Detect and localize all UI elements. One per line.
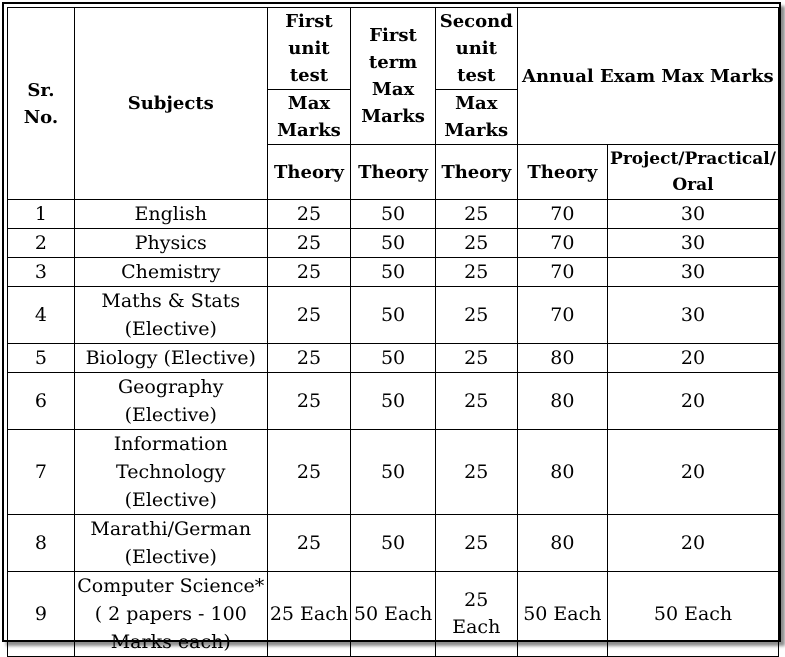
table-frame	[2, 2, 781, 653]
cell-annual-theory: 70	[517, 287, 607, 344]
cell-sr: 8	[8, 515, 75, 572]
cell-annual-project: 30	[608, 258, 779, 287]
cell-unit1: 25	[267, 373, 351, 430]
cell-term1: 50	[351, 200, 436, 229]
table-row	[8, 515, 779, 572]
header-project-practical-oral: Project/Practical/ Oral	[608, 145, 779, 200]
cell-annual-theory: 70	[517, 258, 607, 287]
cell-unit2: 25	[435, 373, 517, 430]
cell-subject: Geography (Elective)	[74, 373, 267, 430]
table-row	[8, 430, 779, 515]
cell-sr: 9	[8, 572, 75, 657]
cell-subject: Maths & Stats (Elective)	[74, 287, 267, 344]
cell-unit1: 25	[267, 200, 351, 229]
header-second-unit-test: Second unit test	[435, 8, 517, 90]
cell-term1: 50	[351, 229, 436, 258]
cell-annual-theory: 80	[517, 430, 607, 515]
cell-annual-project: 20	[608, 430, 779, 515]
table-row	[8, 200, 779, 229]
cell-annual-project: 50 Each	[608, 572, 779, 657]
cell-unit2: 25	[435, 200, 517, 229]
cell-unit2: 25	[435, 344, 517, 373]
header-theory-annual: Theory	[517, 145, 607, 200]
cell-unit1: 25	[267, 287, 351, 344]
cell-unit1: 25	[267, 229, 351, 258]
cell-sr: 3	[8, 258, 75, 287]
cell-annual-project: 30	[608, 229, 779, 258]
cell-term1: 50	[351, 430, 436, 515]
cell-unit1: 25	[267, 344, 351, 373]
header-theory-term1: Theory	[351, 145, 436, 200]
cell-unit2: 25	[435, 258, 517, 287]
cell-unit2: 25 Each	[435, 572, 517, 657]
cell-sr: 4	[8, 287, 75, 344]
cell-unit1: 25	[267, 258, 351, 287]
table-row	[8, 229, 779, 258]
cell-term1: 50	[351, 515, 436, 572]
cell-term1: 50	[351, 344, 436, 373]
cell-annual-theory: 50 Each	[517, 572, 607, 657]
table-row	[8, 344, 779, 373]
cell-subject: Marathi/German (Elective)	[74, 515, 267, 572]
cell-sr: 6	[8, 373, 75, 430]
cell-annual-project: 20	[608, 373, 779, 430]
cell-subject: Information Technology (Elective)	[74, 430, 267, 515]
cell-unit1: 25	[267, 430, 351, 515]
header-theory-unit1: Theory	[267, 145, 351, 200]
marks-table	[7, 7, 779, 657]
cell-annual-theory: 80	[517, 515, 607, 572]
cell-annual-theory: 80	[517, 373, 607, 430]
table-row	[8, 287, 779, 344]
cell-subject: English	[74, 200, 267, 229]
cell-subject: Physics	[74, 229, 267, 258]
cell-unit2: 25	[435, 430, 517, 515]
cell-term1: 50	[351, 258, 436, 287]
cell-term1: 50	[351, 287, 436, 344]
header-subjects: Subjects	[74, 8, 267, 200]
cell-unit2: 25	[435, 515, 517, 572]
cell-unit1: 25	[267, 515, 351, 572]
header-first-term: First term Max Marks	[351, 8, 436, 145]
table-row	[8, 572, 779, 657]
cell-annual-theory: 70	[517, 200, 607, 229]
cell-unit1: 25 Each	[267, 572, 351, 657]
table-row	[8, 258, 779, 287]
cell-annual-project: 30	[608, 287, 779, 344]
header-theory-unit2: Theory	[435, 145, 517, 200]
cell-subject: Biology (Elective)	[74, 344, 267, 373]
header-first-unit-test: First unit test	[267, 8, 351, 90]
cell-subject: Chemistry	[74, 258, 267, 287]
cell-annual-project: 30	[608, 200, 779, 229]
cell-annual-theory: 80	[517, 344, 607, 373]
cell-sr: 7	[8, 430, 75, 515]
header-max-marks-unit2: Max Marks	[435, 90, 517, 145]
header-annual-exam: Annual Exam Max Marks	[517, 8, 778, 145]
cell-unit2: 25	[435, 287, 517, 344]
cell-term1: 50 Each	[351, 572, 436, 657]
cell-unit2: 25	[435, 229, 517, 258]
cell-annual-project: 20	[608, 344, 779, 373]
cell-subject: Computer Science* ( 2 papers - 100 Marks each)	[74, 572, 267, 657]
table-row	[8, 373, 779, 430]
cell-annual-project: 20	[608, 515, 779, 572]
cell-sr: 1	[8, 200, 75, 229]
cell-sr: 2	[8, 229, 75, 258]
cell-sr: 5	[8, 344, 75, 373]
header-sr-no: Sr. No.	[8, 8, 75, 200]
cell-term1: 50	[351, 373, 436, 430]
cell-annual-theory: 70	[517, 229, 607, 258]
header-max-marks-unit1: Max Marks	[267, 90, 351, 145]
